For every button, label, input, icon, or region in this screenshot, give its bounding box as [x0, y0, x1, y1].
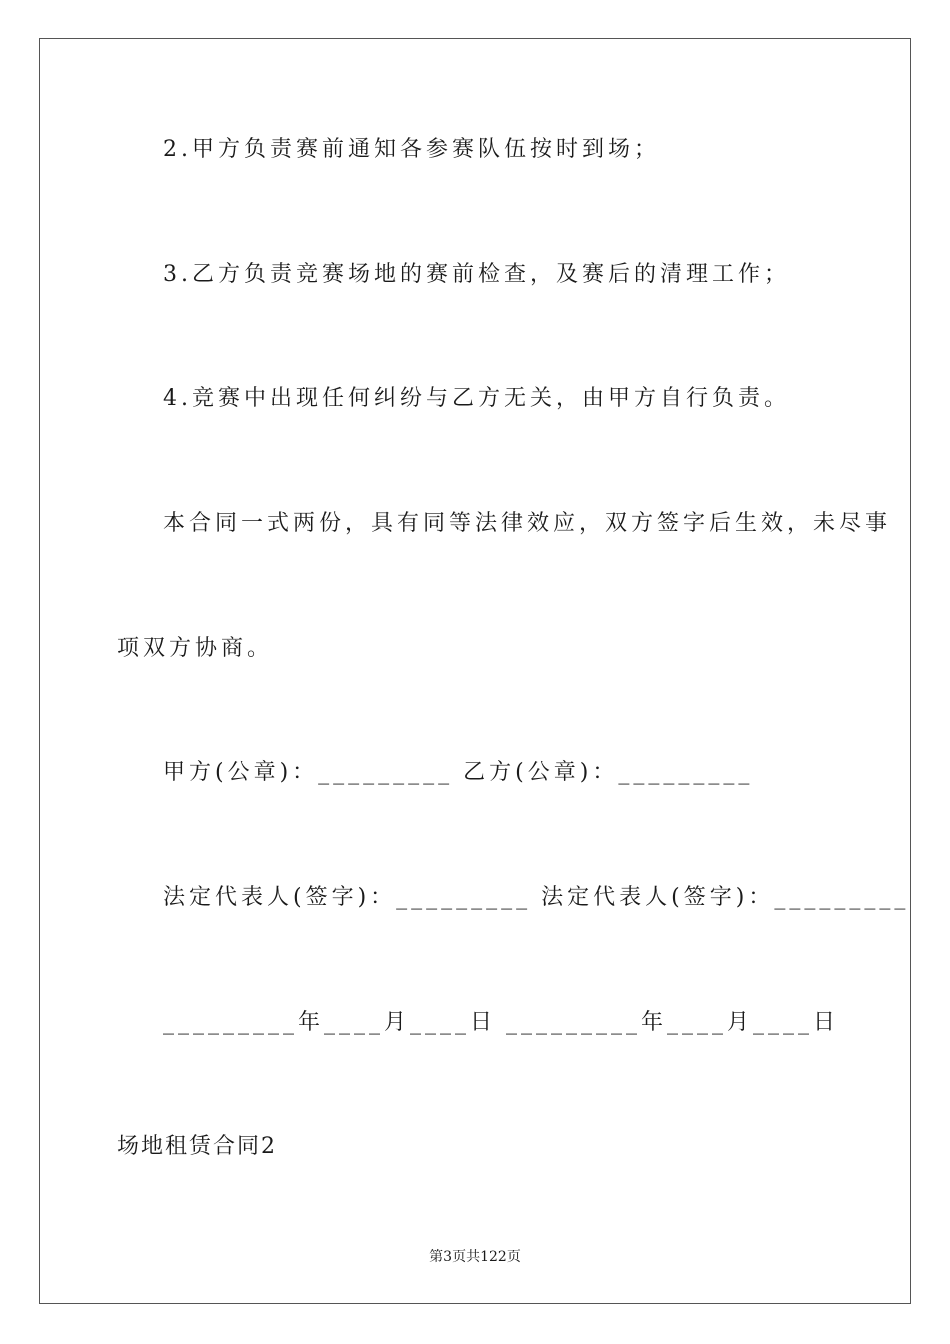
section-heading: 场地租赁合同2	[117, 1134, 277, 1159]
clause-3: 3.乙方负责竞赛场地的赛前检查，及赛后的清理工作；	[163, 262, 790, 287]
page-border	[39, 38, 911, 1304]
party-b-representative: 法定代表人(签字)：_________	[541, 885, 910, 910]
party-a-representative: 法定代表人(签字)：_________	[163, 885, 532, 910]
party-a-seal: 甲方(公章)：_________	[163, 760, 454, 785]
contract-validity-text: 本合同一式两份，具有同等法律效应，双方签字后生效，未尽事	[163, 511, 892, 536]
date-line	[163, 1008, 839, 1038]
page-footer	[0, 1247, 950, 1267]
contract-validity-text-cont: 项双方协商。	[117, 636, 274, 661]
party-b-seal: 乙方(公章)：_________	[463, 760, 754, 785]
party-b-date: _________年____月____日	[506, 1010, 840, 1035]
clause-4: 4.竞赛中出现任何纠纷与乙方无关，由甲方自行负责。	[163, 386, 790, 411]
clause-2: 2.甲方负责赛前通知各参赛队伍按时到场；	[163, 137, 660, 162]
seal-line	[163, 758, 753, 788]
representative-line	[163, 883, 909, 913]
party-a-date: _________年____月____日	[163, 1010, 497, 1035]
page-total: 共122页	[466, 1249, 521, 1265]
page-number: 第3页	[429, 1249, 467, 1265]
